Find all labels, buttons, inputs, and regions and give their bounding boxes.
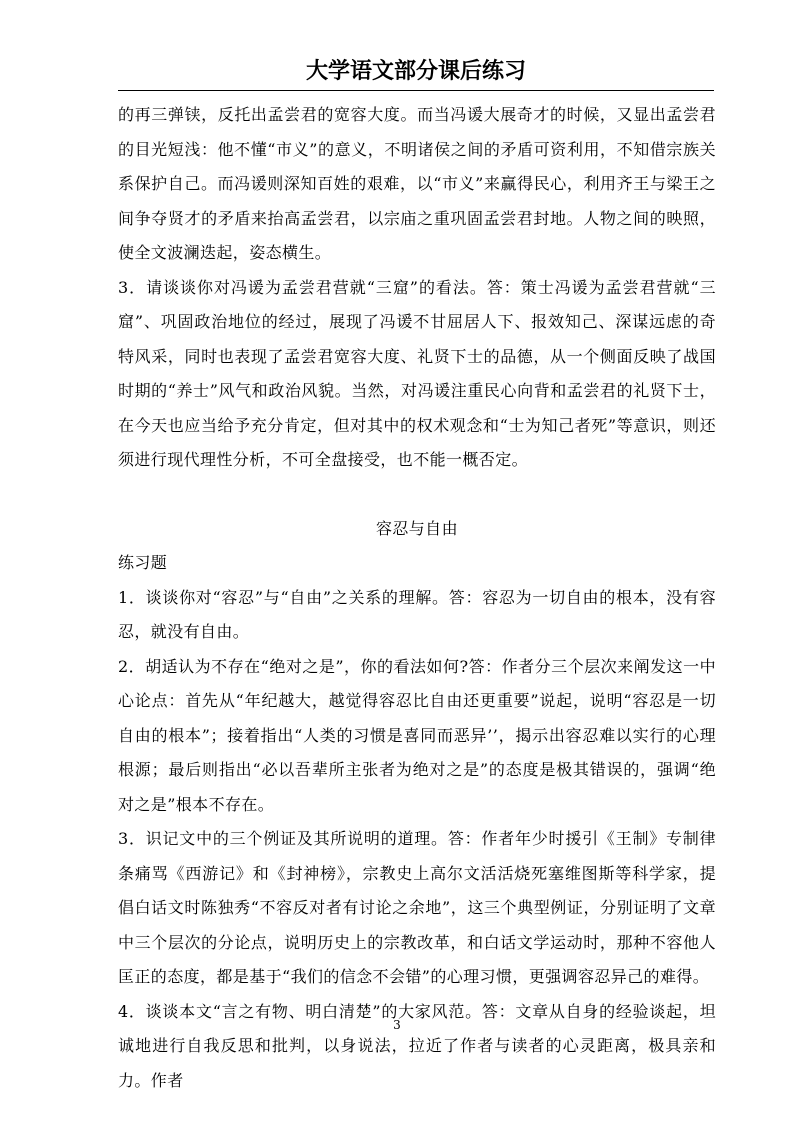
paragraph-continuation: 的再三弹铗，反托出孟尝君的宽容大度。而当冯谖大展奇才的时候，又显出孟尝君的目光短浅：他不懂“市义”的意义，不明诸侯之间的矛盾可资利用，不知借宗族关系保护自己。而冯谖则深知百姓的艰难，以“市义”来赢得民心，利用齐王与梁王之间争夺贤才的矛盾来抬高孟尝君，以宗庙之重巩固孟尝君封地。人物之间的映照，使全文波澜迭起，姿态横生。 bbox=[118, 105, 716, 262]
page-header-title: 大学语文部分课后练习 bbox=[305, 58, 526, 84]
section-title: 容忍与自由 bbox=[375, 518, 458, 538]
exercise-item-2: 2．胡适认为不存在“绝对之是”，你的看法如何?答：作者分三个层次来阐发这一中心论点：首先从“年纪越大，越觉得容忍比自由还更重要”说起，说明“容忍是一切自由的根本”；接着指出“人类的习惯是喜同而恶异’’，揭示出容忍难以实行的心理根源；最后则指出“必以吾辈所主张者为绝对之是”的态度是极其错误的，强调“绝对之是”根本不存在。 bbox=[118, 656, 716, 814]
answer-question-3: 3．请谈谈你对冯谖为孟尝君营就“三窟”的看法。答：策士冯谖为孟尝君营就“三窟”、巩固政治地位的经过，展现了冯谖不甘屈居人下、报效知己、深谋远虑的奇特风采，同时也表现了孟尝君宽容大度、礼贤下士的品德，从一个侧面反映了战国时期的“养士”风气和政治风貌。当然，对冯谖注重民心向背和孟尝君的礼贤下士，在今天也应当给予充分肯定，但对其中的权术观念和“士为知己者死”等意识，则还须进行现代理性分析，不可全盘接受，也不能一概否定。 bbox=[118, 277, 716, 469]
header-divider bbox=[118, 90, 714, 91]
exercise-item-1: 1．谈谈你对“容忍”与“自由”之关系的理解。答：容忍为一切自由的根本，没有容忍，就没有自由。 bbox=[118, 587, 716, 641]
exercise-label: 练习题 bbox=[118, 553, 168, 572]
document-body bbox=[118, 98, 716, 1098]
exercise-item-3: 3．识记文中的三个例证及其所说明的道理。答：作者年少时援引《王制》专制律条痛骂《西游记》和《封神榜》，宗教史上高尔文活活烧死塞维图斯等科学家，提倡白话文时陈独秀“不容反对者有讨论之余地”，这三个典型例证，分别证明了文章中三个层次的分论点，说明历史上的宗教改革，和白话文学运动时，那种不容他人匡正的态度，都是基于“我们的信念不会错”的心理习惯，更强调容忍异己的难得。 bbox=[118, 829, 716, 986]
section-gap bbox=[118, 478, 716, 512]
exercise-item-4: 4．谈谈本文“言之有物、明白清楚”的大家风范。答：文章从自身的经验谈起，坦诚地进行自我反思和批判，以身说法，拉近了作者与读者的心灵距离，极具亲和力。作者 bbox=[118, 1001, 716, 1090]
page-number: 3 bbox=[393, 1018, 401, 1032]
